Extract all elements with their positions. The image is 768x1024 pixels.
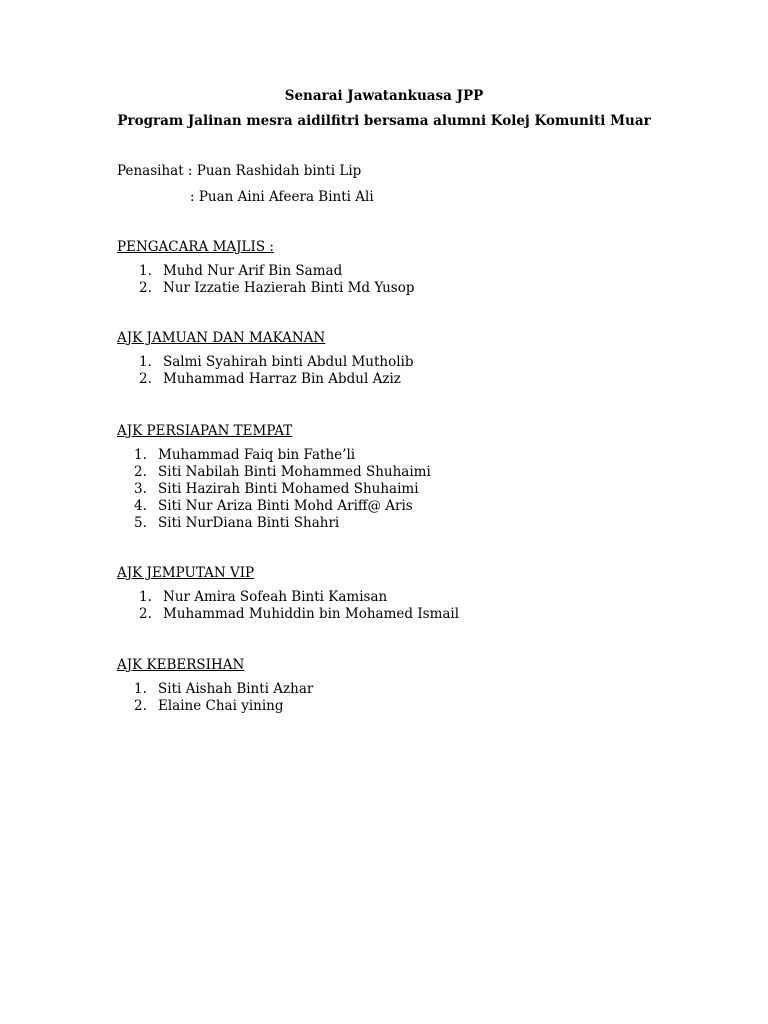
member-name: Siti Hazirah Binti Mohamed Shuhaimi [158, 481, 419, 497]
list-number: 2. [139, 606, 152, 622]
list-item [117, 681, 717, 698]
member-list [117, 589, 717, 623]
list-item [117, 606, 717, 623]
advisor-line-2-text: : Puan Aini Afeera Binti Ali [190, 189, 374, 205]
list-item [117, 515, 717, 532]
member-name: Muhammad Faiq bin Fathe’li [158, 447, 356, 463]
list-item [117, 447, 717, 464]
member-name: Siti Nur Ariza Binti Mohd Ariff@ Aris [158, 498, 413, 514]
section-kebersihan [117, 657, 717, 715]
member-list [117, 354, 717, 388]
list-number: 4. [134, 498, 147, 514]
list-number: 2. [139, 280, 152, 296]
list-item [117, 371, 717, 388]
advisor-line-2 [117, 189, 374, 205]
member-name: Nur Izzatie Hazierah Binti Md Yusop [163, 280, 415, 296]
member-name: Salmi Syahirah binti Abdul Mutholib [163, 354, 414, 370]
list-item [117, 464, 717, 481]
list-number: 2. [134, 464, 147, 480]
list-item [117, 698, 717, 715]
section-heading: AJK PERSIAPAN TEMPAT [117, 423, 293, 439]
member-name: Nur Amira Sofeah Binti Kamisan [163, 589, 388, 605]
list-number: 1. [134, 447, 147, 463]
list-item [117, 481, 717, 498]
member-list [117, 681, 717, 715]
member-name: Siti Aishah Binti Azhar [158, 681, 314, 697]
member-name: Muhammad Harraz Bin Abdul Aziz [163, 371, 401, 387]
member-name: Siti NurDiana Binti Shahri [158, 515, 340, 531]
member-name: Siti Nabilah Binti Mohammed Shuhaimi [158, 464, 431, 480]
list-item [117, 498, 717, 515]
section-heading: PENGACARA MAJLIS : [117, 239, 274, 255]
list-item [117, 354, 717, 371]
member-list [117, 263, 717, 297]
section-heading: AJK JAMUAN DAN MAKANAN [117, 330, 326, 346]
list-number: 1. [139, 263, 152, 279]
member-name: Muhd Nur Arif Bin Samad [163, 263, 343, 279]
section-heading: AJK KEBERSIHAN [117, 657, 245, 673]
list-item [117, 589, 717, 606]
section-heading: AJK JEMPUTAN VIP [117, 565, 255, 581]
list-number: 5. [134, 515, 147, 531]
section-pengacara-majlis [117, 239, 717, 297]
list-number: 1. [139, 589, 152, 605]
list-item [117, 263, 717, 280]
list-number: 1. [139, 354, 152, 370]
member-name: Muhammad Muhiddin bin Mohamed Ismail [163, 606, 460, 622]
list-item [117, 280, 717, 297]
section-jemputan-vip [117, 565, 717, 623]
advisor-line-1: Penasihat : Puan Rashidah binti Lip [117, 163, 362, 179]
section-jamuan-makanan [117, 330, 717, 388]
section-persiapan-tempat [117, 423, 717, 532]
list-number: 2. [139, 371, 152, 387]
list-number: 1. [134, 681, 147, 697]
list-number: 2. [134, 698, 147, 714]
list-number: 3. [134, 481, 147, 497]
member-name: Elaine Chai yining [158, 698, 284, 714]
document-subtitle: Program Jalinan mesra aidilfitri bersama alumni Kolej Komuniti Muar [117, 113, 651, 129]
document-title: Senarai Jawatankuasa JPP [284, 88, 484, 104]
member-list [117, 447, 717, 532]
